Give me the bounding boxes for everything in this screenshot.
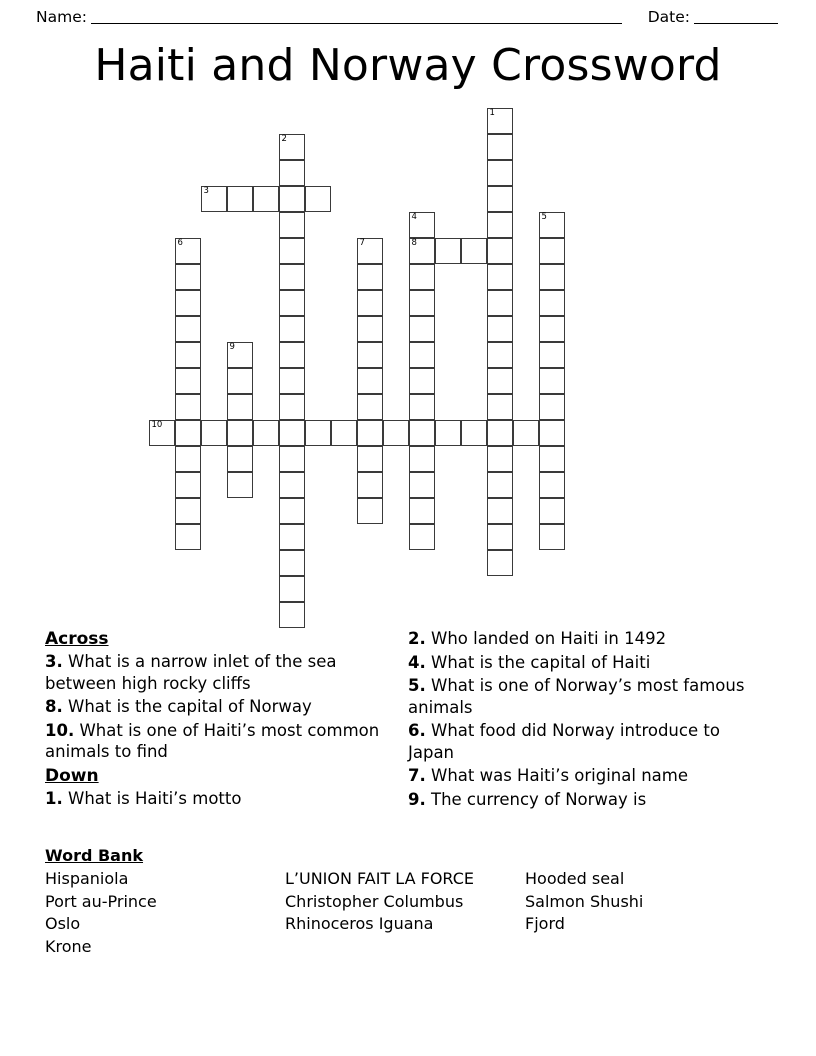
crossword-cell[interactable] xyxy=(409,290,435,316)
crossword-cell[interactable] xyxy=(487,264,513,290)
clues-region xyxy=(0,628,816,838)
across-heading: Across xyxy=(45,629,109,649)
cell-number: 3 xyxy=(203,186,209,196)
clue-text: What is Haiti’s motto xyxy=(68,788,242,808)
crossword-cell[interactable] xyxy=(175,524,201,550)
crossword-cell[interactable] xyxy=(279,212,305,238)
cell-number: 9 xyxy=(229,342,235,352)
crossword-cell[interactable] xyxy=(539,316,565,342)
crossword-cell[interactable] xyxy=(357,472,383,498)
word-bank-column-1 xyxy=(45,868,285,958)
crossword-cell[interactable] xyxy=(487,368,513,394)
clue-down-5 xyxy=(408,675,758,718)
clue-down-1 xyxy=(45,788,385,810)
clue-number: 4. xyxy=(408,652,426,672)
crossword-cell[interactable] xyxy=(175,264,201,290)
word-bank-item: L’UNION FAIT LA FORCE xyxy=(285,869,475,888)
word-bank-column-2 xyxy=(285,868,525,936)
clue-number: 8. xyxy=(45,697,63,716)
crossword-cell[interactable] xyxy=(175,472,201,498)
crossword-cell[interactable] xyxy=(201,420,227,446)
crossword-cell[interactable] xyxy=(279,524,305,550)
crossword-cell[interactable] xyxy=(279,316,305,342)
crossword-cell[interactable] xyxy=(357,420,383,446)
crossword-cell[interactable] xyxy=(409,472,435,498)
crossword-cell[interactable] xyxy=(253,420,279,446)
crossword-cell[interactable] xyxy=(357,316,383,342)
crossword-cell[interactable] xyxy=(487,186,513,212)
page-title: Haiti and Norway Crossword xyxy=(94,40,722,91)
clue-text: What food did Norway introduce to Japan xyxy=(408,721,720,762)
cell-number: 10 xyxy=(151,420,163,430)
clue-across-10 xyxy=(45,720,385,763)
clue-number: 6. xyxy=(408,721,426,740)
crossword-cell[interactable] xyxy=(539,290,565,316)
clue-number: 1. xyxy=(45,788,63,808)
clue-text: What is one of Norway’s most famous animals xyxy=(408,676,745,717)
crossword-cell[interactable] xyxy=(201,186,227,212)
clue-down-2 xyxy=(408,628,758,650)
crossword-cell[interactable] xyxy=(539,368,565,394)
crossword-cell[interactable] xyxy=(175,342,201,368)
crossword-cell[interactable] xyxy=(539,264,565,290)
clue-text: The currency of Norway is xyxy=(431,789,647,809)
crossword-cell[interactable] xyxy=(279,394,305,420)
crossword-cell[interactable] xyxy=(487,108,513,134)
crossword-cell[interactable] xyxy=(357,264,383,290)
clue-text: What is one of Haiti’s most common animals to find xyxy=(45,720,380,761)
clue-down-6 xyxy=(408,720,758,763)
crossword-cell[interactable] xyxy=(539,238,565,264)
crossword-cell[interactable] xyxy=(487,550,513,576)
date-label: Date: xyxy=(647,8,690,26)
crossword-cell[interactable] xyxy=(487,420,513,446)
word-bank-item: Hooded seal xyxy=(525,869,625,888)
down-heading: Down xyxy=(45,765,99,786)
crossword-cell[interactable] xyxy=(357,238,383,264)
crossword-cell[interactable] xyxy=(175,290,201,316)
word-bank-item: Fjord xyxy=(525,914,565,933)
crossword-cell[interactable] xyxy=(357,342,383,368)
crossword-cell[interactable] xyxy=(175,316,201,342)
crossword-cell[interactable] xyxy=(279,472,305,498)
word-bank-item: Port au-Prince xyxy=(45,891,157,911)
crossword-cell[interactable] xyxy=(305,186,331,212)
word-bank-item: Oslo xyxy=(45,914,81,933)
crossword-cell[interactable] xyxy=(227,472,253,498)
crossword-cell[interactable] xyxy=(539,420,565,446)
word-bank-heading: Word Bank xyxy=(45,846,144,865)
crossword-cell[interactable] xyxy=(487,498,513,524)
crossword-cell[interactable] xyxy=(175,498,201,524)
crossword-cell[interactable] xyxy=(331,420,357,446)
crossword-cell[interactable] xyxy=(487,446,513,472)
crossword-cell[interactable] xyxy=(279,342,305,368)
crossword-cell[interactable] xyxy=(253,186,279,212)
cell-number: 7 xyxy=(359,238,365,248)
crossword-cell[interactable] xyxy=(279,602,305,628)
clue-text: What is a narrow inlet of the sea between high rocky cliffs xyxy=(45,652,337,693)
crossword-cell[interactable] xyxy=(227,186,253,212)
clue-down-7 xyxy=(408,765,758,787)
crossword-cell[interactable] xyxy=(279,186,305,212)
cell-number: 2 xyxy=(281,134,287,144)
crossword-cell[interactable] xyxy=(279,238,305,264)
crossword-cell[interactable] xyxy=(279,446,305,472)
crossword-cell[interactable] xyxy=(383,420,409,446)
crossword-cell[interactable] xyxy=(487,212,513,238)
crossword-cell[interactable] xyxy=(461,420,487,446)
crossword-cell[interactable] xyxy=(175,368,201,394)
word-bank-item: Hispaniola xyxy=(45,869,129,888)
crossword-cell[interactable] xyxy=(487,134,513,160)
clue-down-4 xyxy=(408,652,758,674)
clues-right-column xyxy=(408,628,758,812)
clue-number: 10. xyxy=(45,720,75,740)
crossword-cell[interactable] xyxy=(175,446,201,472)
crossword-cell[interactable] xyxy=(487,394,513,420)
clue-across-8 xyxy=(45,696,385,718)
crossword-cell[interactable] xyxy=(409,212,435,238)
crossword-cell[interactable] xyxy=(175,420,201,446)
crossword-cell[interactable] xyxy=(487,238,513,264)
crossword-cell[interactable] xyxy=(539,342,565,368)
crossword-cell[interactable] xyxy=(487,316,513,342)
crossword-cell[interactable] xyxy=(539,212,565,238)
cell-number: 8 xyxy=(411,238,417,248)
crossword-cell[interactable] xyxy=(539,394,565,420)
clue-number: 5. xyxy=(408,676,426,695)
crossword-cell[interactable] xyxy=(227,446,253,472)
crossword-cell[interactable] xyxy=(279,290,305,316)
clue-across-3 xyxy=(45,651,385,694)
crossword-cell[interactable] xyxy=(279,134,305,160)
cell-number: 6 xyxy=(177,238,183,248)
crossword-cell[interactable] xyxy=(175,394,201,420)
crossword-cell[interactable] xyxy=(357,394,383,420)
crossword-cell[interactable] xyxy=(279,498,305,524)
crossword-cell[interactable] xyxy=(149,420,175,446)
crossword-cell[interactable] xyxy=(409,368,435,394)
clue-text: What is the capital of Haiti xyxy=(431,652,651,672)
crossword-cell[interactable] xyxy=(461,238,487,264)
cell-number: 5 xyxy=(541,212,547,222)
word-bank-item: Salmon Shushi xyxy=(525,891,644,911)
crossword-cell[interactable] xyxy=(175,238,201,264)
clue-number: 2. xyxy=(408,629,426,648)
crossword-cell[interactable] xyxy=(227,420,253,446)
clue-number: 7. xyxy=(408,766,426,785)
crossword-cell[interactable] xyxy=(409,342,435,368)
crossword-cell[interactable] xyxy=(409,238,435,264)
crossword-cell[interactable] xyxy=(409,316,435,342)
word-bank xyxy=(45,845,775,958)
word-bank-item: Krone xyxy=(45,936,92,956)
crossword-cell[interactable] xyxy=(487,342,513,368)
clues-left-column xyxy=(45,628,385,811)
crossword-cell[interactable] xyxy=(279,420,305,446)
crossword-cell[interactable] xyxy=(279,264,305,290)
crossword-cell[interactable] xyxy=(539,524,565,550)
crossword-cell[interactable] xyxy=(409,524,435,550)
crossword-cell[interactable] xyxy=(227,368,253,394)
crossword-cell[interactable] xyxy=(279,576,305,602)
clue-text: What is the capital of Norway xyxy=(68,697,312,716)
crossword-cell[interactable] xyxy=(539,498,565,524)
crossword-cell[interactable] xyxy=(357,290,383,316)
crossword-cell[interactable] xyxy=(227,394,253,420)
clue-down-9 xyxy=(408,789,758,811)
clue-number: 3. xyxy=(45,652,63,671)
clue-number: 9. xyxy=(408,789,426,809)
crossword-cell[interactable] xyxy=(409,264,435,290)
crossword-cell[interactable] xyxy=(539,472,565,498)
crossword-cell[interactable] xyxy=(279,368,305,394)
crossword-cell[interactable] xyxy=(409,420,435,446)
crossword-cell[interactable] xyxy=(279,550,305,576)
crossword-cell[interactable] xyxy=(513,420,539,446)
crossword-cell[interactable] xyxy=(487,524,513,550)
cell-number: 1 xyxy=(489,108,495,118)
crossword-cell[interactable] xyxy=(357,368,383,394)
crossword-cell[interactable] xyxy=(305,420,331,446)
cell-number: 4 xyxy=(411,212,417,222)
clue-text: Who landed on Haiti in 1492 xyxy=(431,629,667,648)
word-bank-item: Christopher Columbus xyxy=(285,891,464,911)
crossword-cell[interactable] xyxy=(409,498,435,524)
crossword-cell[interactable] xyxy=(357,498,383,524)
crossword-cell[interactable] xyxy=(409,446,435,472)
crossword-cell[interactable] xyxy=(357,446,383,472)
crossword-cell[interactable] xyxy=(227,342,253,368)
word-bank-column-3 xyxy=(525,868,755,936)
word-bank-item: Rhinoceros Iguana xyxy=(285,914,434,933)
crossword-cell[interactable] xyxy=(279,160,305,186)
crossword-cell[interactable] xyxy=(539,446,565,472)
clue-text: What was Haiti’s original name xyxy=(431,766,688,785)
crossword-cell[interactable] xyxy=(435,420,461,446)
crossword-cell[interactable] xyxy=(487,472,513,498)
crossword-cell[interactable] xyxy=(435,238,461,264)
crossword-cell[interactable] xyxy=(487,290,513,316)
crossword-cell[interactable] xyxy=(487,160,513,186)
crossword-cell[interactable] xyxy=(409,394,435,420)
name-label: Name: xyxy=(36,8,87,26)
